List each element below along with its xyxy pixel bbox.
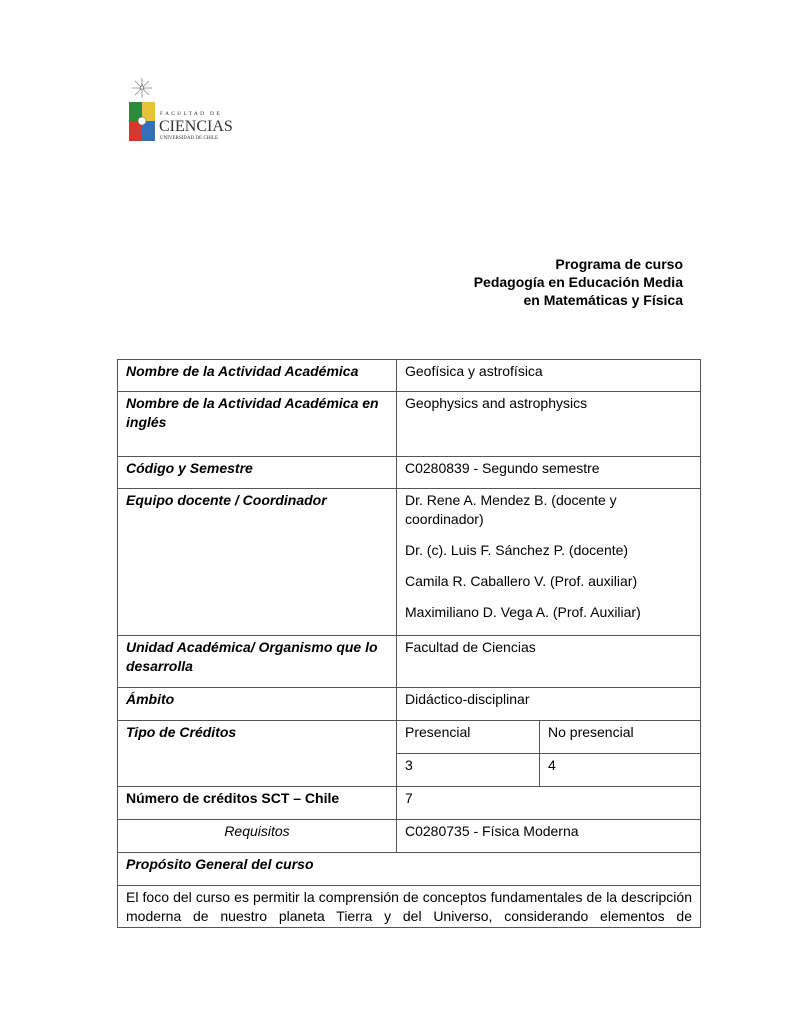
logo-text-universidad: UNIVERSIDAD DE CHILE [160, 136, 219, 141]
purpose-line: moderna de nuestro planeta Tierra y del Universo, considerando elementos de [126, 908, 692, 924]
row-label: Equipo docente / Coordinador [118, 489, 397, 636]
row-label: Ámbito [118, 688, 397, 721]
section-heading: Propósito General del curso [118, 853, 701, 886]
presencial-header: Presencial [397, 721, 540, 754]
row-label: Nombre de la Actividad Académica en inglés [118, 392, 397, 457]
team-member: Camila R. Caballero V. (Prof. auxiliar) [405, 573, 638, 589]
header-line-2: Pedagogía en Educación Media [473, 274, 683, 290]
table-row [118, 636, 701, 688]
table-row [118, 360, 701, 392]
row-value: Geofísica y astrofísica [397, 360, 701, 392]
table-row [118, 721, 701, 754]
table-row [118, 853, 701, 886]
table-row [118, 820, 701, 853]
header-line-3: en Matemáticas y Física [523, 292, 683, 308]
row-value: C0280735 - Física Moderna [397, 820, 701, 853]
course-info-table [117, 359, 701, 928]
presencial-value: 3 [397, 754, 540, 787]
row-value: Facultad de Ciencias [397, 636, 701, 688]
table-row [118, 886, 701, 928]
header-line-1: Programa de curso [555, 256, 683, 272]
row-label: Requisitos [118, 820, 397, 853]
row-value: C0280839 - Segundo semestre [397, 457, 701, 489]
table-row [118, 489, 701, 636]
logo-text-facultad: FACULTAD DE [160, 111, 222, 117]
table-row [118, 787, 701, 820]
section-body [118, 886, 701, 928]
row-label: Unidad Académica/ Organismo que lo desarrolla [118, 636, 397, 688]
no-presencial-header: No presencial [540, 721, 701, 754]
row-value: Geophysics and astrophysics [397, 392, 701, 457]
university-logo [126, 76, 236, 148]
team-member: Dr. Rene A. Mendez B. (docente y coordinador) [405, 492, 617, 527]
team-member: Maximiliano D. Vega A. (Prof. Auxiliar) [405, 604, 641, 620]
logo-text-ciencias: CIENCIAS [159, 118, 233, 135]
row-value: Didáctico-disciplinar [397, 688, 701, 721]
purpose-line: El foco del curso es permitir la comprensión de conceptos fundamentales de la descripción [126, 889, 692, 905]
row-label: Código y Semestre [118, 457, 397, 489]
team-member: Dr. (c). Luis F. Sánchez P. (docente) [405, 542, 629, 558]
document-header [474, 255, 683, 309]
row-label: Nombre de la Actividad Académica [118, 360, 397, 392]
row-label: Tipo de Créditos [118, 721, 397, 787]
row-label: Número de créditos SCT – Chile [118, 787, 397, 820]
table-row [118, 457, 701, 489]
no-presencial-value: 4 [540, 754, 701, 787]
table-row [118, 392, 701, 457]
table-row [118, 688, 701, 721]
row-value: 7 [397, 787, 701, 820]
row-value [397, 489, 701, 636]
